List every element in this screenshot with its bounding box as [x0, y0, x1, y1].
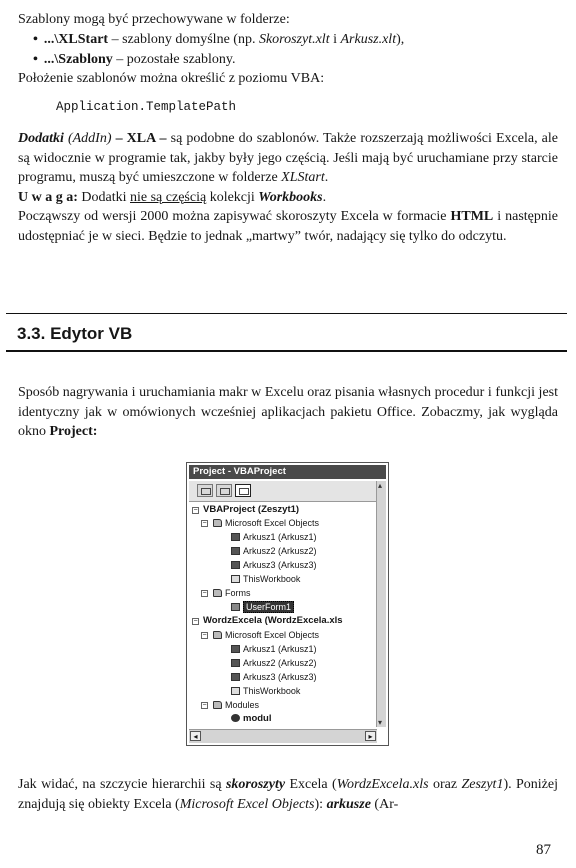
bullet-dot: • [33, 32, 38, 47]
note-line: U w a g a: Dodatki nie są częścią kolekcji Workbooks. [18, 189, 327, 205]
folder-icon [213, 701, 222, 709]
collapse-icon[interactable]: − [202, 702, 207, 709]
vertical-scrollbar[interactable] [376, 481, 386, 727]
horizontal-scrollbar[interactable] [189, 729, 377, 743]
bullet-szablony: • ...\Szablony – pozostałe szablony. [33, 52, 236, 67]
tree-node-excel-objects[interactable]: Microsoft Excel Objects [213, 517, 319, 529]
view-code-icon[interactable] [197, 484, 213, 497]
scroll-left-icon[interactable]: ◂ [190, 731, 201, 741]
module-icon [231, 714, 240, 722]
tree-node-thisworkbook[interactable]: ThisWorkbook [231, 685, 300, 697]
collapse-icon[interactable]: − [202, 632, 207, 639]
intro-line: Szablony mogą być przechowywane w folderze: [18, 12, 290, 27]
sheet-icon [231, 547, 240, 555]
tree-node-thisworkbook[interactable]: ThisWorkbook [231, 573, 300, 585]
project-tree [189, 503, 375, 726]
view-object-icon[interactable] [216, 484, 232, 497]
tree-node-vbaproject-wordzexcela[interactable]: WordzExcela (WordzExcela.xls [203, 615, 343, 626]
tree-node-sheet[interactable]: Arkusz2 (Arkusz2) [231, 657, 317, 669]
tree-node-sheet[interactable]: Arkusz1 (Arkusz1) [231, 643, 317, 655]
scroll-right-icon[interactable]: ▸ [365, 731, 376, 741]
workbook-icon [231, 575, 240, 583]
section-title: 3.3. Edytor VB [17, 324, 133, 343]
collapse-icon[interactable]: − [202, 520, 207, 527]
tree-node-sheet[interactable]: Arkusz3 (Arkusz3) [231, 559, 317, 571]
section-rule-bottom [6, 350, 567, 352]
toggle-folders-icon[interactable] [235, 484, 251, 497]
bottom-paragraph: Jak widać, na szczycie hierarchii są skoroszyty Excela (WordzExcela.xls oraz Zeszyt1). Poniżej znajdują się obiekty Excela (Microsoft Excel Objects): arkusze (Ar- [18, 777, 558, 812]
page-number: 87 [536, 842, 551, 858]
code-line: Application.TemplatePath [56, 100, 237, 114]
sheet-icon [231, 645, 240, 653]
collapse-icon[interactable]: − [202, 590, 207, 597]
location-line: Położenie szablonów można określić z poziomu VBA: [18, 71, 325, 86]
section-paragraph: Sposób nagrywania i uruchamiania makr w Excelu oraz pisania własnych procedur i funkcji jest identyczny jak w omówionych wcześniej aplikacjach pakietu Office. Zobaczmy, jak wygląda okno Project: [18, 385, 558, 439]
tree-node-sheet[interactable]: Arkusz3 (Arkusz3) [231, 671, 317, 683]
tree-node-userform1[interactable]: UserForm1 [231, 601, 294, 613]
collapse-icon[interactable]: − [193, 618, 198, 625]
tree-node-modules[interactable]: Modules [213, 699, 259, 711]
tree-node-vbaproject-zeszyt1[interactable]: VBAProject (Zeszyt1) [203, 504, 300, 515]
project-toolbar [189, 481, 386, 502]
tree-node-modul[interactable]: modul [231, 713, 272, 725]
sheet-icon [231, 659, 240, 667]
folder-icon [213, 589, 222, 597]
tree-node-excel-objects[interactable]: Microsoft Excel Objects [213, 629, 319, 641]
html-paragraph: Począwszy od wersji 2000 można zapisywać skoroszyty Excela w formacie HTML i następnie udostępniać je w sieci. Będzie to jednak „martwy” twór, nadający się tylko do odczytu. [18, 209, 558, 244]
tree-node-forms[interactable]: Forms [213, 587, 251, 599]
form-icon [231, 603, 240, 611]
section-rule-top [6, 313, 567, 314]
sheet-icon [231, 673, 240, 681]
collapse-icon[interactable]: − [193, 507, 198, 514]
project-window-title: Project - VBAProject [189, 465, 386, 479]
sheet-icon [231, 561, 240, 569]
project-window [186, 462, 389, 746]
tree-node-sheet[interactable]: Arkusz1 (Arkusz1) [231, 531, 317, 543]
tree-node-sheet[interactable]: Arkusz2 (Arkusz2) [231, 545, 317, 557]
bullet-dot: • [33, 52, 38, 67]
folder-icon [213, 519, 222, 527]
bullet-xlstart: • ...\XLStart – szablony domyślne (np. Skoroszyt.xlt i Arkusz.xlt), [33, 32, 405, 47]
addins-paragraph: Dodatki (AddIn) – XLA – są podobne do szablonów. Także rozszerzają możliwości Excela, ale są widocznie w programie tak, jakby były jego częścią. Jeśli mają być uruchamiane przy starcie programu, muszą być umieszczone w folderze XLStart. U w a g a: Dodatki nie są częścią kolekcji Workbooks. Począwszy od wersji 2000 można zapisywać skoroszyty Excela w formacie HTML i następnie udostępniać je w sieci. Będzie to jednak „martwy” twór, nadający się tylko do odczytu. [18, 129, 558, 246]
sheet-icon [231, 533, 240, 541]
folder-icon [213, 631, 222, 639]
workbook-icon [231, 687, 240, 695]
